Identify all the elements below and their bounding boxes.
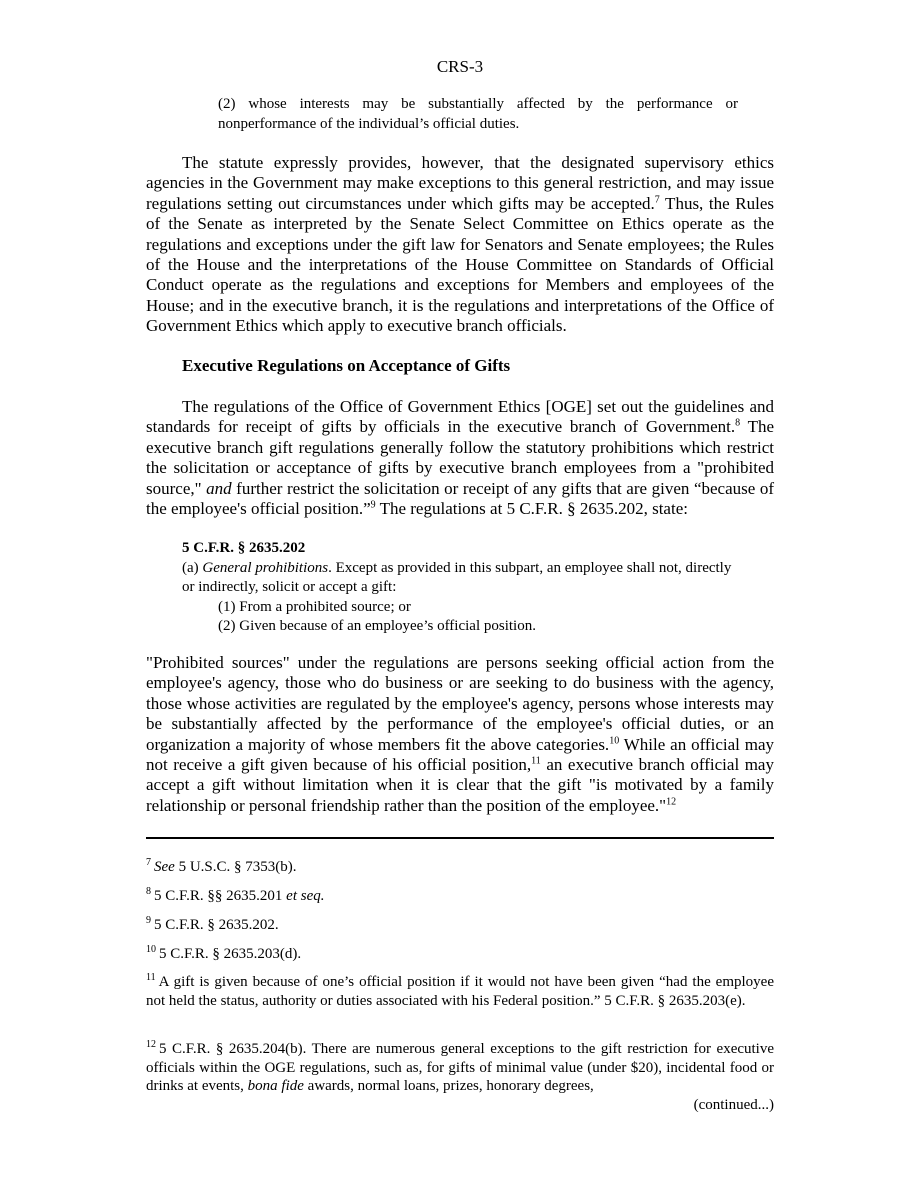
footnote-ref-7[interactable]: 7 — [654, 194, 660, 206]
footnote-ref-12[interactable]: 12 — [666, 796, 677, 808]
block-quote-statute — [146, 95, 738, 134]
paragraph-prohibited-sources: "Prohibited sources" under the regulations are persons seeking official action from the employee's agency, those who do business or are seeking to do business with the agency, those whose activities are regulated by the employee's agency, persons whose interests may be substantially affected by the performance of the employee's official duties, or an organization a majority of whose members fit the above categories.$^{10}$ While an official may not receive a gift given because of his official position,$^{11}$ an executive branch official may accept a gift without limitation when it is clear that the gift "is motivated by a family relationship or personal friendship rather than the position of the employee."$^{12}$ — [146, 653, 774, 815]
footnote-ref-8[interactable]: 8 — [735, 417, 741, 429]
paragraph-oge-regulations: The regulations of the Office of Government Ethics [OGE] set out the guidelines and standards for receipt of gifts by officials in the executive branch of Government.$^8$ The executive branch gift regulations generally follow the statutory prohibitions which restrict the solicitation or acceptance of gifts by executive branch employees from a "prohibited source," and further restrict the solicitation or receipt of any gifts that are given “because of the employee's official position.”$^9$ The regulations at 5 C.F.R. § 2635.202, state: — [146, 397, 775, 519]
quote-item-2: (2) Given because of an employee’s official position. — [218, 618, 536, 634]
footnote-9: $^9$ 5 C.F.R. § 2635.202. — [146, 915, 279, 933]
block-quote-cfr — [146, 539, 738, 637]
footnote-10: $^{10}$ 5 C.F.R. § 2635.203(d). — [146, 944, 302, 962]
footnote-separator — [146, 837, 774, 839]
footnote-ref-11[interactable]: 11 — [531, 755, 541, 767]
paragraph-statute-exceptions: The statute expressly provides, however, that the designated supervisory ethics agencies in the Government may make exceptions to this general restriction, and may issue regulations setting out circumstances under which gifts may be accepted.$^7$ Thus, the Rules of the Senate as interpreted by the Senate Select Committee on Ethics operate as the regulations and exceptions under the gift law for Senators and Senate employees; the Rules of the House and the interpretations of the House Committee on Standards of Official Conduct operate as the regulations and exceptions for Members and employees of the House; and in the executive branch, it is the regulations and interpretations of the Office of Government Ethics which apply to executive branch officials. — [146, 153, 774, 336]
continued-note: (continued...) — [693, 1096, 774, 1113]
footnote-ref-10[interactable]: 10 — [609, 734, 620, 746]
section-heading: Executive Regulations on Acceptance of Gifts — [182, 356, 511, 375]
quote-item-1: (1) From a prohibited source; or — [218, 598, 411, 615]
footnote-11: $^{11}$ A gift is given because of one’s official position if it would not have been given “had the employee not held the status, authority or duties associated with his Federal position.” 5 C.F.R. § 2635.203(e). — [146, 972, 774, 1009]
footnote-ref-9[interactable]: 9 — [370, 499, 376, 511]
quote-title: 5 C.F.R. § 2635.202 — [182, 540, 306, 556]
footnote-8: $^8$ 5 C.F.R. §§ 2635.201 et seq. — [146, 886, 325, 904]
footnote-12: $^{12}$ 5 C.F.R. § 2635.204(b). There are numerous general exceptions to the gift restriction for executive officials within the OGE regulations, such as, for gifts of minimal value (under $20), incidental food or drinks at events, bona fide awards, normal loans, prizes, honorary degrees, (continued...) — [146, 1039, 774, 1113]
footnote-7: $^7$ See 5 U.S.C. § 7353(b). — [146, 857, 297, 875]
quote-line: (2) whose interests may be substantially affected by the performance or nonperformance of the individual’s official duties. — [218, 96, 738, 132]
page-header: CRS-3 — [436, 57, 484, 76]
quote-paragraph-a: (a) General prohibitions. Except as provided in this subpart, an employee shall not, directly or indirectly, solicit or accept a gift: — [182, 559, 732, 595]
